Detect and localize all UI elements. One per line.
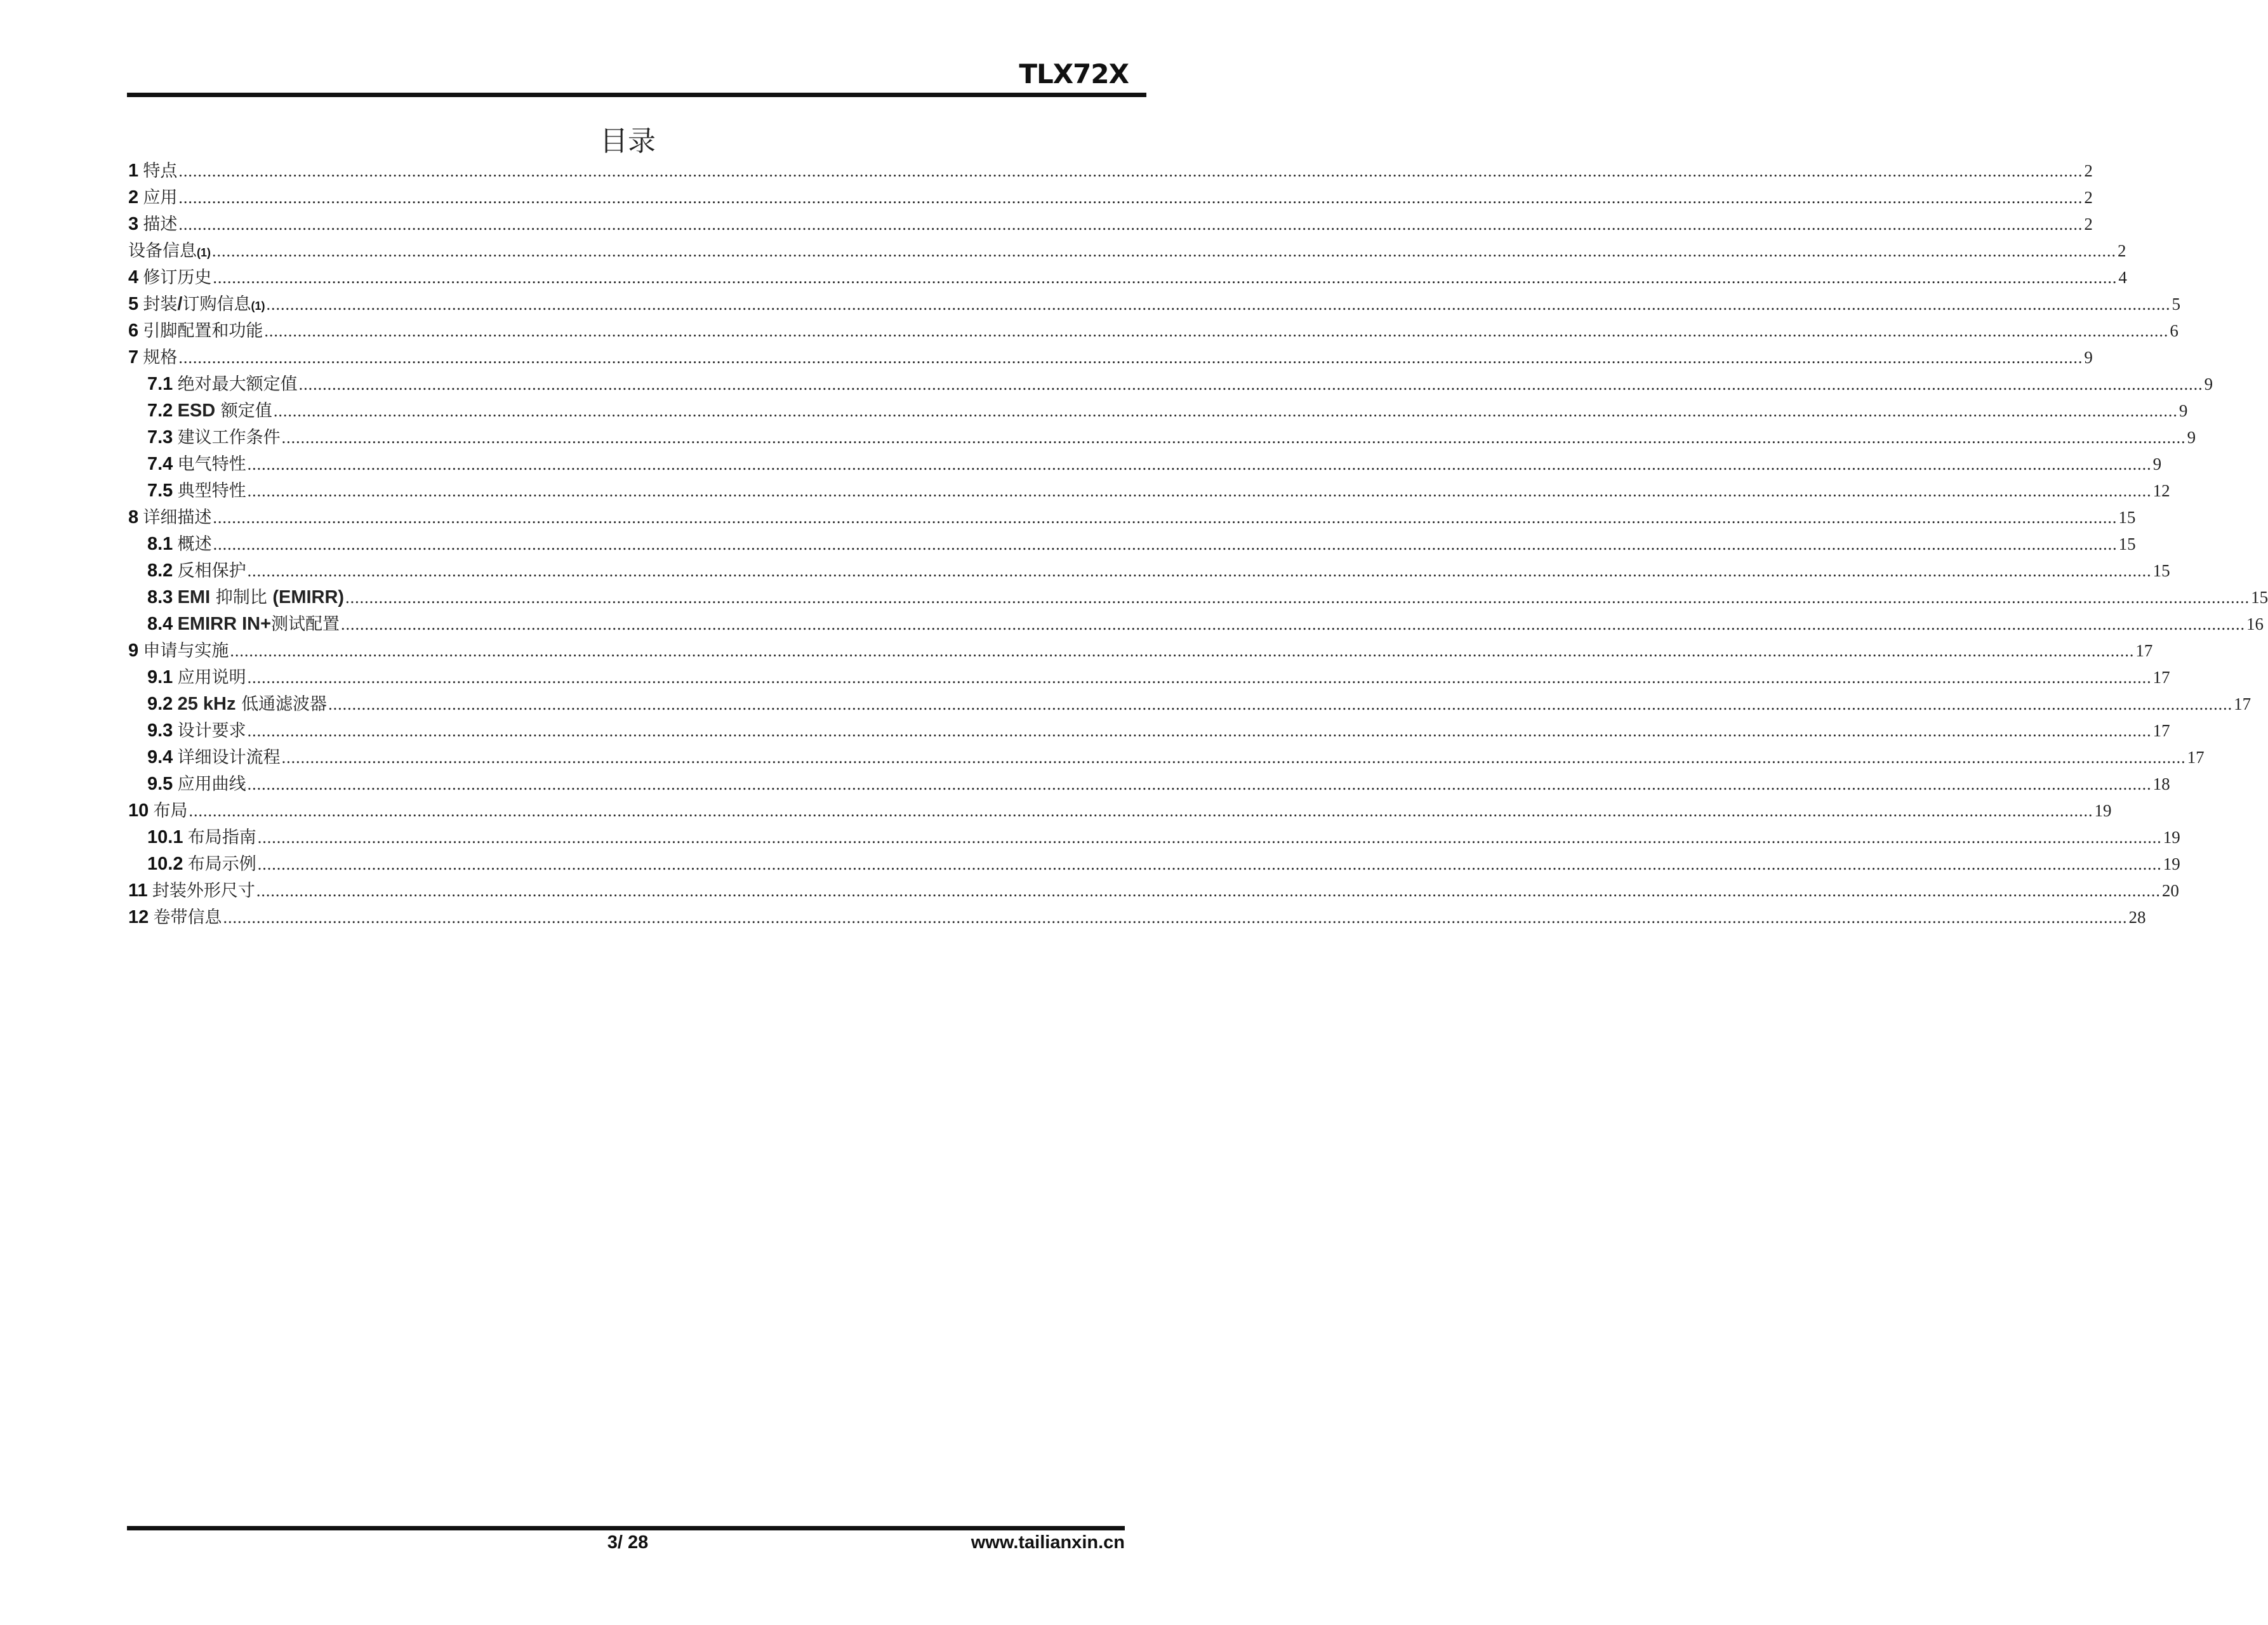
toc-entry-title: 详细设计流程 <box>177 748 281 767</box>
header-rule <box>127 93 1146 97</box>
toc-entry-title: ESD 额定值 <box>177 401 272 421</box>
toc-leader: ................................................................................................................................................................................................................................................................................................................................................................................................................ <box>247 722 2152 740</box>
toc-leader: ................................................................................................................................................................................................................................................................................................................................................................................................................ <box>247 562 2152 580</box>
toc-entry-page: 17 <box>2135 641 2153 660</box>
toc-entry[interactable] <box>128 504 2136 531</box>
toc-leader: ................................................................................................................................................................................................................................................................................................................................................................................................................ <box>281 748 2186 767</box>
toc-entry-page: 9 <box>2152 454 2162 474</box>
toc-entry[interactable] <box>128 264 2127 291</box>
doc-code: TLX72X <box>1019 58 1129 90</box>
toc-entry-title: 建议工作条件 <box>177 428 281 448</box>
toc-entry-title: 封装/订购信息 <box>143 294 251 314</box>
toc-entry-page: 15 <box>2118 508 2136 527</box>
toc-entry-page: 20 <box>2161 881 2179 900</box>
toc-leader: ................................................................................................................................................................................................................................................................................................................................................................................................................ <box>247 455 2152 474</box>
toc-entry-number: 9 <box>128 640 139 661</box>
toc-leader: ................................................................................................................................................................................................................................................................................................................................................................................................................ <box>189 802 2093 820</box>
toc-leader: ................................................................................................................................................................................................................................................................................................................................................................................................................ <box>266 295 2171 314</box>
toc-entry-number: 9.2 <box>147 694 173 714</box>
toc-entry-page: 9 <box>2204 375 2213 394</box>
toc-leader: ................................................................................................................................................................................................................................................................................................................................................................................................................ <box>345 588 2250 607</box>
toc-entry-number: 9.4 <box>147 747 173 767</box>
toc-entry-number: 9.3 <box>147 720 173 741</box>
toc-entry-title: EMIRR IN+测试配置 <box>177 614 340 634</box>
toc-entry-number: 12 <box>128 907 149 927</box>
toc-entry-number: 8.2 <box>147 560 173 581</box>
toc-entry-page: 17 <box>2152 668 2170 687</box>
toc-leader: ................................................................................................................................................................................................................................................................................................................................................................................................................ <box>223 908 2128 927</box>
toc-entry-number: 7 <box>128 347 139 368</box>
toc-entry-number: 8 <box>128 507 139 527</box>
toc-entry-page: 16 <box>2246 614 2264 633</box>
toc-entry[interactable] <box>128 477 2170 504</box>
toc-entry-number: 10 <box>128 800 149 821</box>
toc-entry-title: 布局 <box>153 801 188 821</box>
toc-leader: ................................................................................................................................................................................................................................................................................................................................................................................................................ <box>273 402 2178 420</box>
toc-entry[interactable] <box>128 611 2264 637</box>
toc-entry-page: 6 <box>2170 321 2178 340</box>
toc-entry-number: 2 <box>128 187 139 208</box>
toc-entry[interactable] <box>128 744 2205 771</box>
toc-entry-number: 6 <box>128 321 139 341</box>
toc-leader: ................................................................................................................................................................................................................................................................................................................................................................................................................ <box>212 242 2116 260</box>
page-number: 3/ 28 <box>607 1532 649 1553</box>
toc-entry-page: 15 <box>2251 588 2268 607</box>
toc-entry-title: 描述 <box>143 215 178 234</box>
toc-entry-title: 布局指南 <box>187 828 256 847</box>
toc-entry-title: 引脚配置和功能 <box>143 321 263 341</box>
toc-entry-page: 4 <box>2118 268 2127 287</box>
toc-entry-title: 应用说明 <box>177 668 246 687</box>
toc-title: 目录 <box>600 125 656 157</box>
toc-entry-title: 设备信息 <box>128 241 197 261</box>
toc-leader: ................................................................................................................................................................................................................................................................................................................................................................................................................ <box>247 668 2152 687</box>
toc-leader: ................................................................................................................................................................................................................................................................................................................................................................................................................ <box>257 855 2162 873</box>
toc-entry[interactable] <box>128 717 2170 744</box>
toc-list <box>128 157 2268 931</box>
toc-entry[interactable] <box>128 557 2170 584</box>
toc-entry-page: 9 <box>2084 348 2093 367</box>
toc-entry[interactable] <box>128 317 2178 344</box>
toc-entry[interactable] <box>128 451 2162 477</box>
toc-entry-number: 3 <box>128 214 139 234</box>
toc-entry-number: 7.1 <box>147 374 173 394</box>
toc-entry-number: 4 <box>128 267 139 288</box>
toc-entry-page: 15 <box>2152 561 2170 580</box>
toc-entry[interactable] <box>128 691 2251 717</box>
toc-entry-page: 17 <box>2187 748 2205 767</box>
toc-entry-page: 2 <box>2084 188 2093 207</box>
toc-entry-title: 绝对最大额定值 <box>177 375 298 394</box>
toc-entry[interactable] <box>128 904 2146 931</box>
toc-entry[interactable] <box>128 637 2153 664</box>
toc-entry[interactable] <box>128 771 2170 797</box>
toc-entry-number: 7.3 <box>147 427 173 448</box>
toc-entry-title: 布局示例 <box>187 854 256 874</box>
toc-leader: ................................................................................................................................................................................................................................................................................................................................................................................................................ <box>178 348 2083 367</box>
toc-entry-number: 8.4 <box>147 614 173 634</box>
toc-entry[interactable] <box>128 211 2093 237</box>
toc-entry[interactable] <box>128 397 2188 424</box>
toc-leader: ................................................................................................................................................................................................................................................................................................................................................................................................................ <box>257 828 2162 847</box>
toc-entry-number: 8.1 <box>147 534 173 554</box>
toc-leader: ................................................................................................................................................................................................................................................................................................................................................................................................................ <box>341 615 2246 633</box>
toc-leader: ................................................................................................................................................................................................................................................................................................................................................................................................................ <box>264 322 2169 340</box>
toc-leader: ................................................................................................................................................................................................................................................................................................................................................................................................................ <box>213 535 2118 554</box>
toc-entry-title: 封装外形尺寸 <box>152 881 255 901</box>
toc-entry-title: 应用曲线 <box>177 774 246 794</box>
toc-entry-title: 25 kHz 低通滤波器 <box>177 694 328 714</box>
toc-entry-page: 19 <box>2094 801 2112 820</box>
toc-entry[interactable] <box>128 664 2170 691</box>
toc-entry[interactable]: 5 封装/订购信息 (1) ................................................................................................................................................................................................................................................................................................................................................................................................................ 5 <box>128 291 1125 317</box>
toc-leader: ................................................................................................................................................................................................................................................................................................................................................................................................................ <box>247 775 2152 793</box>
toc-entry-title: 申请与实施 <box>143 641 229 661</box>
toc-leader: ................................................................................................................................................................................................................................................................................................................................................................................................................ <box>256 882 2161 900</box>
toc-entry-page: 2 <box>2084 215 2093 234</box>
toc-entry-page: 2 <box>2118 241 2126 260</box>
toc-entry-title: 电气特性 <box>177 454 246 474</box>
toc-leader: ................................................................................................................................................................................................................................................................................................................................................................................................................ <box>178 162 2083 180</box>
toc-entry-page: 17 <box>2234 694 2251 713</box>
toc-entry-number: 10.1 <box>147 827 183 847</box>
toc-leader: ................................................................................................................................................................................................................................................................................................................................................................................................................ <box>230 642 2135 660</box>
toc-entry[interactable] <box>128 157 2093 184</box>
toc-entry[interactable] <box>128 851 2180 877</box>
toc-entry[interactable] <box>128 584 2268 611</box>
toc-entry-title: 卷带信息 <box>153 908 222 927</box>
toc-entry-number: 7.5 <box>147 481 173 501</box>
toc-entry-number: 9.1 <box>147 667 173 687</box>
toc-leader: ................................................................................................................................................................................................................................................................................................................................................................................................................ <box>178 215 2083 234</box>
website-link[interactable]: www.tailianxin.cn <box>971 1532 1125 1553</box>
toc-entry-number: 7.4 <box>147 454 173 474</box>
toc-leader: ................................................................................................................................................................................................................................................................................................................................................................................................................ <box>213 508 2118 527</box>
toc-entry-page: 17 <box>2152 721 2170 740</box>
toc-entry-title: 特点 <box>143 161 178 181</box>
toc-entry-page: 2 <box>2084 161 2093 180</box>
toc-entry[interactable] <box>128 824 2180 851</box>
toc-entry[interactable] <box>128 184 2093 211</box>
toc-entry[interactable] <box>128 371 2213 397</box>
toc-entry-number: 1 <box>128 161 139 181</box>
toc-entry-number: 5 <box>128 294 139 314</box>
toc-entry-title: EMI 抑制比 (EMIRR) <box>177 587 345 607</box>
toc-entry-number: 10.2 <box>147 854 183 874</box>
toc-entry-number: 8.3 <box>147 587 173 607</box>
toc-leader: ................................................................................................................................................................................................................................................................................................................................................................................................................ <box>281 428 2186 447</box>
toc-entry-page: 19 <box>2163 854 2180 873</box>
toc-entry[interactable]: 设备信息 (1) ................................................................................................................................................................................................................................................................................................................................................................................................................ 2 <box>128 237 1125 264</box>
toc-entry-title: 反相保护 <box>177 561 246 581</box>
toc-entry-page: 5 <box>2172 295 2180 314</box>
toc-entry-page: 9 <box>2187 428 2196 447</box>
footer-rule <box>127 1526 1125 1530</box>
toc-entry[interactable] <box>128 877 2179 904</box>
toc-leader: ................................................................................................................................................................................................................................................................................................................................................................................................................ <box>298 375 2203 394</box>
toc-entry-title: 概述 <box>177 534 212 554</box>
toc-entry-page: 18 <box>2152 774 2170 793</box>
toc-entry-title: 修订历史 <box>143 268 212 288</box>
toc-entry[interactable] <box>128 424 2196 451</box>
toc-leader: ................................................................................................................................................................................................................................................................................................................................................................................................................ <box>178 189 2083 207</box>
toc-entry-title: 应用 <box>143 188 178 208</box>
toc-entry-page: 9 <box>2178 401 2188 420</box>
toc-entry-title: 设计要求 <box>177 721 246 741</box>
toc-entry[interactable] <box>128 344 2093 371</box>
toc-entry[interactable] <box>128 531 2136 557</box>
toc-entry-page: 19 <box>2163 828 2180 847</box>
toc-entry-number: 11 <box>128 880 148 901</box>
toc-leader: ................................................................................................................................................................................................................................................................................................................................................................................................................ <box>247 482 2152 500</box>
toc-entry-page: 12 <box>2152 481 2170 500</box>
toc-entry-number: 7.2 <box>147 401 173 421</box>
toc-entry-page: 15 <box>2118 534 2136 554</box>
toc-entry-title: 详细描述 <box>143 508 212 527</box>
toc-leader: ................................................................................................................................................................................................................................................................................................................................................................................................................ <box>328 695 2233 713</box>
toc-leader: ................................................................................................................................................................................................................................................................................................................................................................................................................ <box>213 269 2118 287</box>
toc-entry-title: 规格 <box>143 348 178 368</box>
toc-entry-title: 典型特性 <box>177 481 246 501</box>
toc-entry[interactable] <box>128 797 2112 824</box>
toc-entry-page: 28 <box>2128 908 2146 927</box>
toc-entry-number: 9.5 <box>147 774 173 794</box>
